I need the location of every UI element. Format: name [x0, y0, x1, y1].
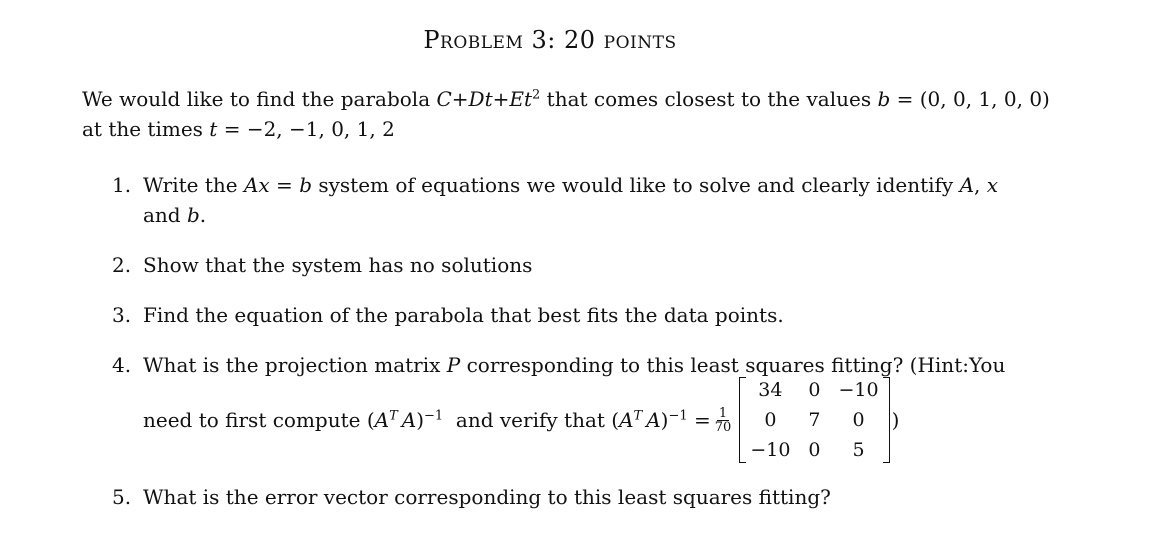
math-a: A [646, 408, 661, 432]
math-x: x [986, 173, 999, 197]
question-number: 1. [112, 173, 132, 197]
question-text: need to first compute ( [143, 408, 375, 432]
period: . [199, 203, 207, 227]
intro-text: at the times [82, 117, 210, 141]
matrix-cell: 5 [852, 439, 865, 461]
math-ax: Ax [243, 173, 270, 197]
question-number: 5. [112, 485, 132, 509]
intro-line-1 [82, 84, 1092, 114]
math-b: b [186, 203, 200, 227]
question-number: 2. [112, 253, 132, 277]
parabola-expression: C+Dt+Et [436, 87, 533, 111]
matrix-cell: 0 [808, 379, 821, 401]
question-text: corresponding to this least squares fitting? (Hint:You [460, 353, 1006, 377]
t-variable: t [209, 117, 218, 141]
matrix-cell: −10 [838, 379, 879, 401]
transpose-sup: T [633, 408, 643, 424]
left-bracket [739, 377, 746, 463]
question-text: What is the error vector corresponding to this least squares fitting? [143, 485, 831, 509]
transpose-sup: T [389, 408, 398, 424]
math-a: A [959, 173, 975, 197]
question-text: and [143, 203, 187, 227]
fraction-numerator: 1 [718, 405, 728, 421]
right-bracket [883, 377, 890, 463]
question-1-line-2 [143, 200, 1062, 230]
question-4-line-2 [143, 376, 1062, 464]
problem-title: Problem 3: 20 points [423, 26, 677, 54]
question-item-4 [112, 350, 1062, 464]
question-number: 3. [112, 303, 132, 327]
inverse-sup: −1 [424, 408, 444, 424]
parabola-exponent: 2 [532, 87, 541, 103]
matrix-cell: 7 [808, 409, 821, 431]
question-item-1 [112, 170, 1062, 230]
question-text: Find the equation of the parabola that best fits the data points. [143, 303, 784, 327]
problem-intro [82, 84, 1092, 144]
math-a: A [401, 408, 417, 432]
intro-text: that comes closest to the values [540, 87, 878, 111]
math-equals: = [269, 173, 300, 197]
question-text: Write the [143, 173, 244, 197]
hint-verify [443, 405, 711, 435]
t-values: = −2, −1, 0, 1, 2 [217, 117, 395, 141]
intro-text: We would like to find the parabola [82, 87, 437, 111]
matrix-cell: 0 [852, 409, 865, 431]
question-text: system of equations we would like to solve and clearly identify [312, 173, 960, 197]
fraction-one-seventieth [715, 407, 732, 434]
question-text: Show that the system has no solutions [143, 253, 533, 277]
b-values: = (0, 0, 1, 0, 0) [890, 87, 1050, 111]
b-variable: b [877, 87, 891, 111]
math-p: P [446, 353, 461, 377]
matrix-row [741, 375, 887, 405]
paren: ) [891, 408, 900, 432]
math-a: A [619, 408, 634, 432]
question-text: What is the projection matrix [143, 353, 447, 377]
question-item-3 [112, 300, 1062, 330]
question-item-5 [112, 482, 1062, 512]
math-a: A [374, 408, 390, 432]
matrix-cell: 0 [764, 409, 777, 431]
hint-compute [143, 405, 443, 435]
matrix-row [741, 405, 887, 435]
math-b: b [299, 173, 312, 197]
question-number: 4. [112, 353, 132, 377]
fraction-denominator: 70 [714, 419, 732, 435]
inverse-matrix [741, 375, 887, 465]
inverse-sup: −1 [668, 408, 688, 424]
intro-line-2 [82, 114, 1092, 144]
question-item-2 [112, 250, 1062, 280]
question-1-line-1 [143, 170, 1062, 200]
paren: ) [660, 408, 669, 432]
paren: ) [416, 408, 425, 432]
question-4-line-1 [143, 350, 1062, 380]
question-text: and verify that ( [449, 408, 620, 432]
matrix-cell: −10 [750, 439, 791, 461]
matrix-cell: 0 [808, 439, 821, 461]
matrix-table [741, 375, 887, 465]
math-equals: = [687, 408, 711, 432]
matrix-row [741, 435, 887, 465]
question-list [112, 170, 1062, 512]
comma: , [974, 173, 987, 197]
matrix-cell: 34 [758, 379, 783, 401]
